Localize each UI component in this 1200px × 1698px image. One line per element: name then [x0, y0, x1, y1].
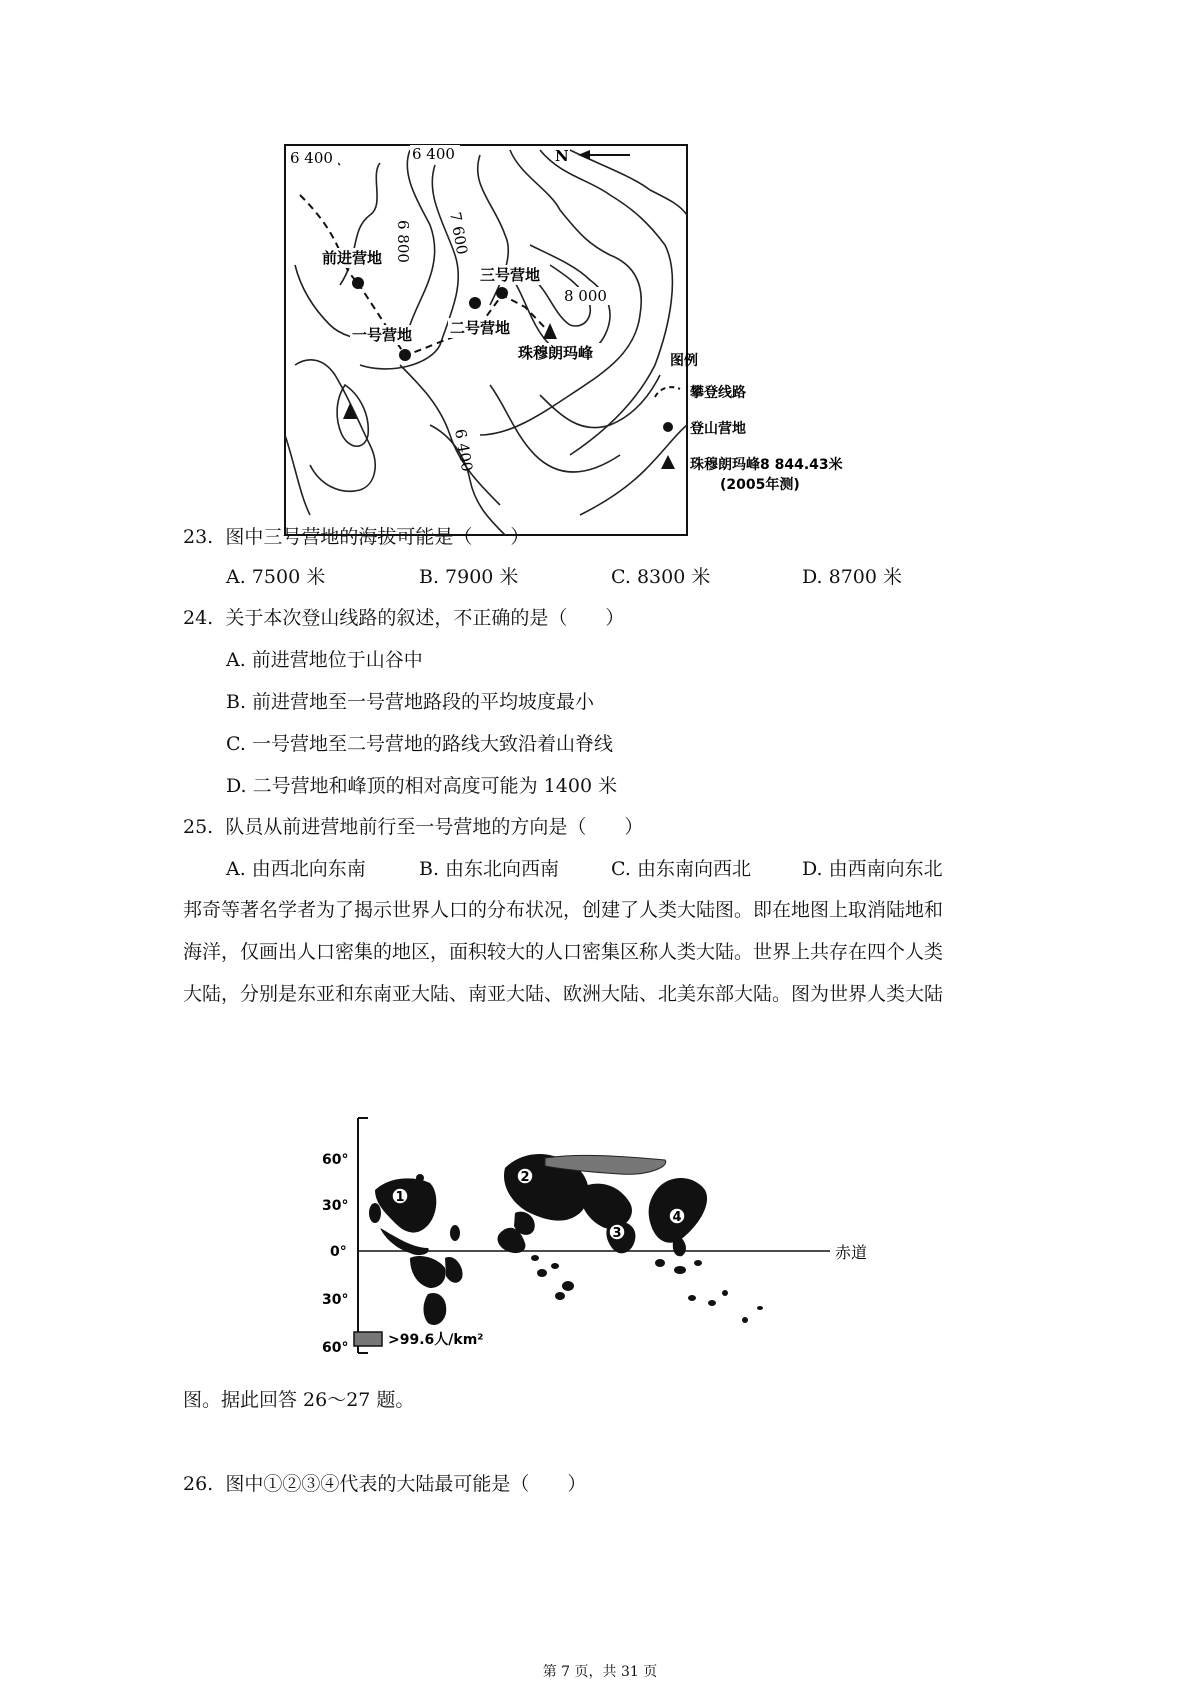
secondary-peak-icon [343, 403, 357, 419]
question-number: 24. [183, 607, 214, 629]
question-26 [183, 1472, 586, 1496]
lat-label: 0° [330, 1244, 347, 1260]
page-footer: 第 7 页，共 31 页 [542, 1664, 658, 1680]
camp-one-dot [399, 349, 411, 361]
lat-label: 30° [322, 1198, 349, 1214]
contour-label: 6 800 [394, 220, 412, 263]
marker-label: 4 [672, 1210, 682, 1225]
question-25 [183, 815, 643, 839]
question-text: 图中①②③④代表的大陆最可能是（ ） [225, 1473, 587, 1495]
contour-label: 6 400 [290, 149, 333, 167]
option-c[interactable]: C. 8300 米 [611, 566, 711, 588]
contour-map-svg [250, 135, 940, 545]
legend-route-label: 攀登线路 [690, 385, 746, 401]
question-text: 关于本次登山线路的叙述，不正确的是（ ） [225, 607, 625, 629]
lat-label: 60° [322, 1340, 349, 1356]
contour-label: 6 400 [412, 145, 455, 163]
legend-peak-label: 珠穆朗玛峰8 844.43米 [690, 457, 843, 473]
density-legend-swatch [354, 1332, 382, 1346]
everest-peak-icon [543, 323, 557, 339]
world-map-svg [320, 1108, 890, 1368]
contour-label: 8 000 [564, 287, 607, 305]
camp-label: 三号营地 [480, 266, 541, 284]
camp-label: 前进营地 [322, 249, 383, 267]
option-a[interactable]: A. 由西北向东南 [226, 858, 366, 880]
option-b[interactable]: B. 由东北向西南 [419, 858, 560, 880]
option-b[interactable]: B. 前进营地至一号营地路段的平均坡度最小 [226, 691, 595, 713]
route-legend-icon [655, 387, 680, 397]
camp-legend-icon [663, 422, 673, 432]
question-24 [183, 606, 624, 630]
passage-continuation: 图。据此回答 26～27 题。 [183, 1389, 415, 1411]
camp-label: 一号营地 [352, 326, 413, 344]
question-text: 队员从前进营地前行至一号营地的方向是（ ） [225, 816, 644, 838]
north-label: N [555, 147, 569, 165]
passage-line: 邦奇等著名学者为了揭示世界人口的分布状况，创建了人类大陆图。即在地图上取消陆地和 [183, 899, 944, 921]
camp-three-dot [496, 287, 508, 299]
option-c[interactable]: C. 一号营地至二号营地的路线大致沿着山脊线 [226, 733, 613, 755]
legend-title: 图例 [670, 353, 698, 369]
passage-line: 海洋，仅画出人口密集的地区，面积较大的人口密集区称人类大陆。世界上共存在四个人类 [183, 941, 944, 963]
contour-label: 6 400 [451, 427, 477, 473]
option-b[interactable]: B. 7900 米 [419, 566, 519, 588]
question-23 [183, 525, 529, 549]
legend-camp-label: 登山营地 [690, 421, 746, 437]
contour-map-figure [250, 135, 940, 545]
camp-two-dot [469, 297, 481, 309]
lat-label: 30° [322, 1292, 349, 1308]
option-a[interactable]: A. 7500 米 [226, 566, 326, 588]
passage-line: 大陆，分别是东亚和东南亚大陆、南亚大陆、欧洲大陆、北美东部大陆。图为世界人类大陆 [183, 983, 944, 1005]
peak-label: 珠穆朗玛峰 [518, 344, 594, 362]
option-d[interactable]: D. 由西南向东北 [802, 858, 943, 880]
option-d[interactable]: D. 二号营地和峰顶的相对高度可能为 1400 米 [226, 775, 618, 797]
contour-label: 7 600 [446, 210, 472, 256]
camp-label: 二号营地 [450, 319, 511, 337]
contour-legend [655, 352, 843, 493]
question-number: 26. [183, 1473, 214, 1495]
question-number: 23. [183, 526, 214, 548]
peak-legend-icon [661, 455, 675, 469]
marker-label: 3 [612, 1226, 622, 1241]
density-legend-label: >99.6人/km² [388, 1332, 484, 1348]
option-c[interactable]: C. 由东南向西北 [611, 858, 751, 880]
world-population-map [320, 1108, 890, 1368]
option-a[interactable]: A. 前进营地位于山谷中 [226, 649, 423, 671]
question-number: 25. [183, 816, 214, 838]
question-text: 图中三号营地的海拔可能是（ ） [225, 526, 530, 548]
legend-peak-year: (2005年测) [720, 477, 800, 493]
option-d[interactable]: D. 8700 米 [802, 566, 903, 588]
camp-advance-dot [352, 277, 364, 289]
lat-label: 60° [322, 1152, 349, 1168]
marker-label: 2 [520, 1170, 530, 1185]
marker-label: 1 [395, 1190, 405, 1205]
equator-label: 赤道 [835, 1243, 868, 1262]
